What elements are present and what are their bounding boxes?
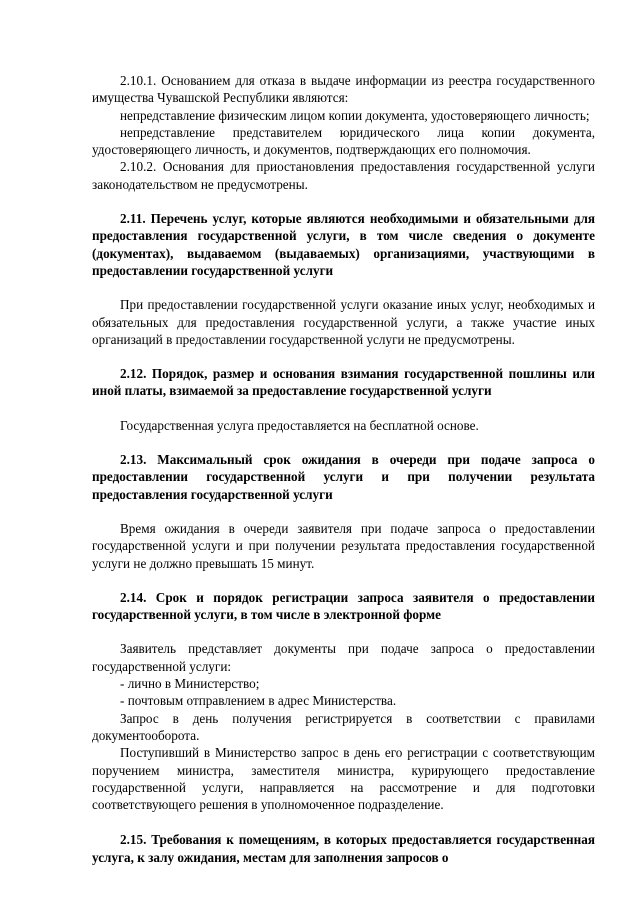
paragraph-2-13: Время ожидания в очереди заявителя при подаче запроса о предоставлении государственной услуги и при получении результата предоставления государственной услуги не должно превышать 15 минут. bbox=[92, 520, 595, 571]
paragraph-2-10-2: 2.10.2. Основания для приостановления предоставления государственной услуги законодательством не предусмотрены. bbox=[92, 159, 595, 192]
heading-2-11: 2.11. Перечень услуг, которые являются необходимыми и обязательными для предоставления государственной услуги, в том числе сведения о документе (документах), выдаваемом (выдаваемых) организациями, участвующими в предоставлении государственной услуги bbox=[92, 211, 595, 278]
list-item-in-person: - лично в Министерство; bbox=[120, 676, 260, 692]
paragraph-2-10-1: 2.10.1. Основанием для отказа в выдаче информации из реестра государственного имущества Чувашской Республики являются: bbox=[92, 73, 595, 106]
paragraph-2-14-routing: Поступивший в Министерство запрос в день его регистрации с соответствующим поручением министра, заместителя министра, курирующего предоставление государственной услуги, направляется на рассмотрение и для подготовки соответствующего решения в уполномоченное подразделение. bbox=[92, 745, 595, 813]
document-page bbox=[92, 72, 595, 866]
heading-2-13: 2.13. Максимальный срок ожидания в очереди при подаче запроса о предоставлении государственной услуги и при получении результата предоставления государственной услуги bbox=[92, 452, 595, 502]
list-item-by-mail: - почтовым отправлением в адрес Министерства. bbox=[120, 693, 397, 709]
paragraph-2-14-intro: Заявитель представляет документы при подаче запроса о предоставлении государственной услуги: bbox=[92, 641, 595, 674]
heading-2-12: 2.12. Порядок, размер и основания взимания государственной пошлины или иной платы, взимаемой за предоставление государственной услуги bbox=[92, 366, 595, 399]
paragraph-2-11: При предоставлении государственной услуги оказание иных услуг, необходимых и обязательных для предоставления государственной услуги, а также участие иных организаций в предоставлении государственной услуги не предусмотрены. bbox=[92, 297, 595, 347]
paragraph-2-10-1-item-2: непредставление представителем юридического лица копии документа, удостоверяющего личность, и документов, подтверждающих его полномочия. bbox=[92, 124, 595, 158]
paragraph-2-14-registration: Запрос в день получения регистрируется в соответствии с правилами документооборота. bbox=[92, 710, 595, 743]
heading-2-15: 2.15. Требования к помещениям, в которых предоставляется государственная услуга, к залу ожидания, местам для заполнения запросов о bbox=[92, 832, 595, 865]
paragraph-2-12: Государственная услуга предоставляется на бесплатной основе. bbox=[120, 417, 479, 433]
paragraph-2-10-1-item-1: непредставление физическим лицом копии документа, удостоверяющего личность; bbox=[120, 107, 590, 123]
heading-2-14: 2.14. Срок и порядок регистрации запроса заявителя о предоставлении государственной услуги, в том числе в электронной форме bbox=[92, 589, 595, 623]
